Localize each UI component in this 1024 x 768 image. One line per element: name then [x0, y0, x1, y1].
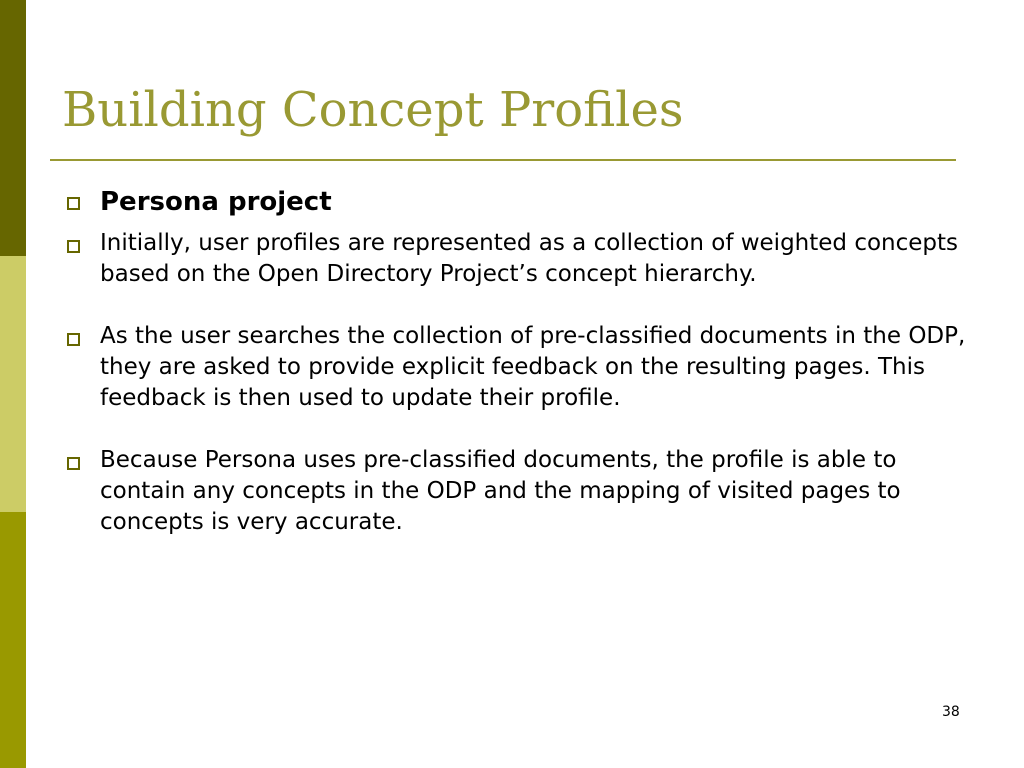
bullet-text: Initially, user profiles are represented as a collection of weighted concepts based on the Open Directory Project’s concept hierarchy.: [100, 230, 959, 287]
hollow-square-bullet-icon: [67, 240, 80, 253]
hollow-square-bullet-icon: [67, 457, 80, 470]
bullet-text: As the user searches the collection of pre-classified documents in the ODP, they are asked to provide explicit feedback on the resulting pages. This feedback is then used to update their profile.: [100, 323, 966, 411]
hollow-square-bullet-icon: [67, 197, 80, 210]
bullet-item-explicit-feedback: [62, 321, 977, 414]
bullet-list: [62, 184, 977, 538]
side-bar-light-segment: [0, 256, 26, 512]
bullet-item-persona-project: [62, 184, 977, 220]
bullet-item-initial-profiles: [62, 228, 977, 290]
bullet-text: Persona project: [100, 187, 332, 217]
hollow-square-bullet-icon: [67, 333, 80, 346]
side-bar-dark-segment: [0, 0, 26, 256]
bullet-item-accurate-mapping: [62, 445, 977, 538]
bullet-text: Because Persona uses pre-classified documents, the profile is able to contain any concepts in the ODP and the mapping of visited pages to concepts is very accurate.: [100, 447, 901, 535]
side-bar-mid-segment: [0, 512, 26, 768]
side-accent-bar: [0, 0, 26, 768]
slide-number: 38: [942, 704, 960, 720]
slide-title: Building Concept Profiles: [62, 82, 684, 138]
title-underline: [50, 159, 956, 161]
